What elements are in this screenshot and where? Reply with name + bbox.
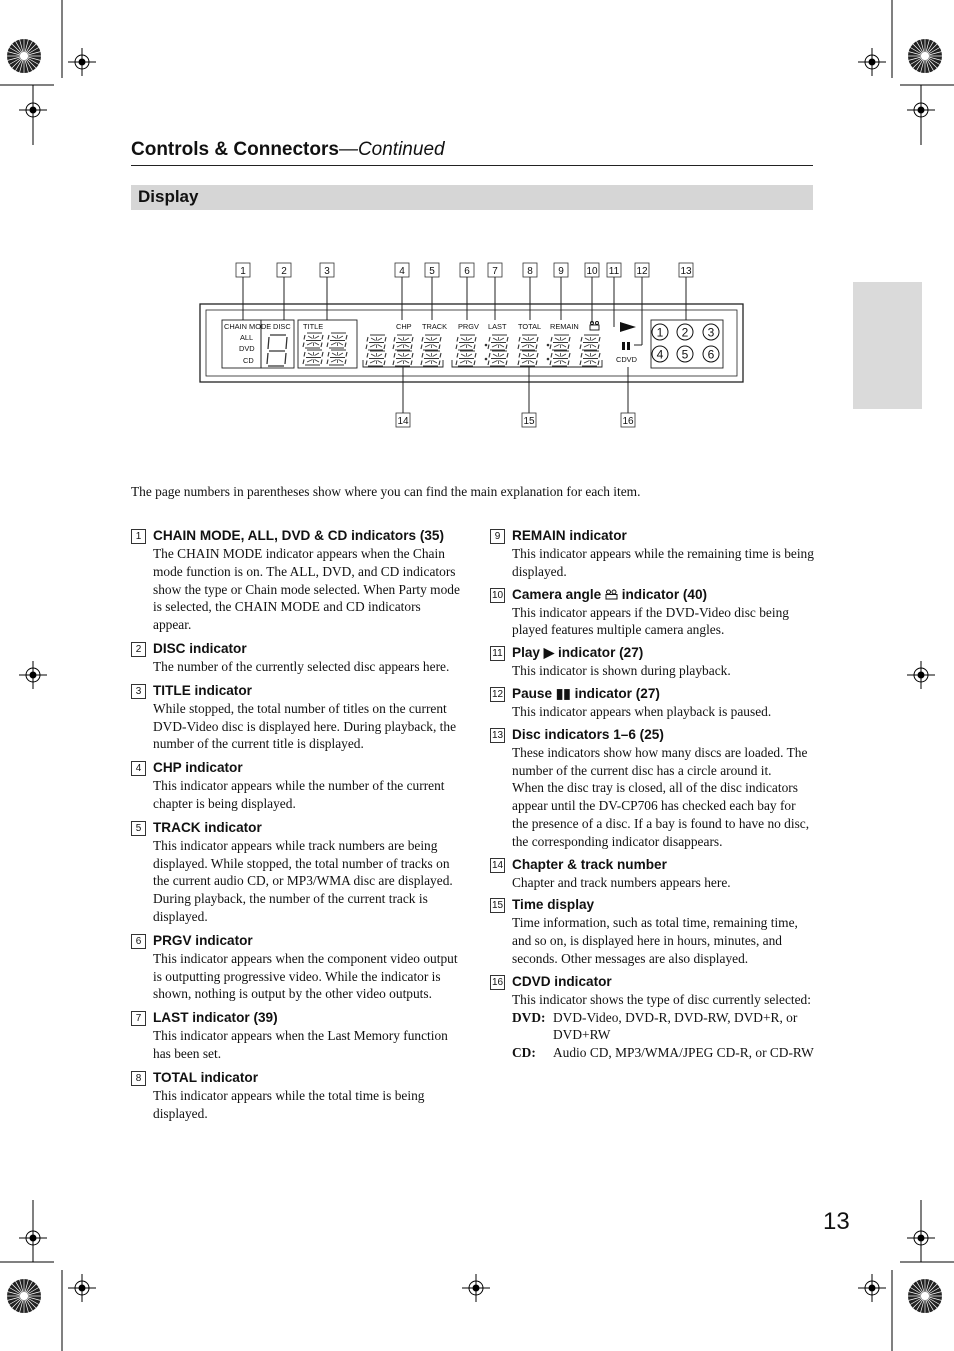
callout-2 — [277, 263, 291, 277]
segment-digit — [327, 333, 347, 348]
item-3 — [131, 682, 461, 753]
callout-4 — [395, 263, 409, 277]
disc-indicator-3 — [703, 324, 719, 340]
item-14 — [490, 856, 815, 892]
crosshair-mark — [858, 1274, 886, 1302]
disc-digit — [267, 335, 287, 366]
segment-digit — [580, 351, 600, 366]
item-number: 8 — [131, 1071, 146, 1086]
item-8 — [131, 1069, 461, 1123]
segment-digit — [456, 351, 476, 366]
svg-text:5: 5 — [681, 347, 689, 362]
item-description: This indicator appears when playback is paused. — [512, 703, 772, 719]
segment-digit — [393, 351, 413, 366]
disc-label: DISC — [273, 322, 291, 331]
display-diagram — [190, 255, 750, 435]
disc-indicator-1 — [652, 324, 668, 340]
page-header: Controls & Connectors—Continued — [131, 139, 445, 160]
item-number: 5 — [131, 821, 146, 836]
item-number: 16 — [491, 976, 504, 988]
crosshair-mark — [907, 96, 935, 124]
svg-text:8: 8 — [527, 266, 533, 277]
chp-label: CHP — [396, 322, 412, 331]
svg-text:4: 4 — [399, 266, 405, 277]
crosshair-mark — [19, 1224, 47, 1252]
item-16 — [490, 973, 815, 1062]
svg-text:11: 11 — [608, 266, 620, 277]
svg-text:9: 9 — [558, 266, 564, 277]
item-number: 4 — [131, 761, 146, 776]
svg-text:3: 3 — [324, 266, 330, 277]
item-description: Time information, such as total time, remaining time, and so on, is displayed here in hours, minutes, and seconds. Other messages are also displayed. — [512, 915, 798, 966]
item-title: Pause ▮▮ indicator (27) — [512, 685, 660, 701]
disc-type-row — [512, 1009, 815, 1045]
item-description: This indicator is shown during playback. — [512, 663, 731, 679]
callout-11 — [607, 263, 621, 277]
cd-label: CD — [243, 356, 254, 365]
segment-digit — [456, 335, 476, 350]
segment-digit — [421, 351, 441, 366]
item-number: 2 — [131, 642, 146, 657]
item-description: This indicator appears when the Last Memory function has been set. — [153, 1028, 448, 1061]
disc-indicator-4 — [652, 346, 668, 362]
crosshair-mark — [68, 48, 96, 76]
item-number: 1 — [131, 529, 146, 544]
segment-digit — [303, 350, 323, 365]
remain-label: REMAIN — [550, 322, 579, 331]
item-number: 3 — [131, 684, 146, 699]
item-1 — [131, 527, 461, 634]
item-6 — [131, 932, 461, 1003]
track-label: TRACK — [422, 322, 448, 331]
item-title: Chapter & track number — [512, 856, 667, 872]
item-title: CDVD indicator — [512, 973, 612, 989]
segment-digit — [366, 351, 386, 366]
svg-text:13: 13 — [680, 266, 692, 277]
starburst-mark — [908, 39, 942, 73]
callout-12 — [635, 263, 649, 277]
svg-text:7: 7 — [492, 266, 498, 277]
callout-7 — [488, 263, 502, 277]
segment-digit — [303, 333, 323, 348]
camera-angle-icon — [590, 322, 599, 331]
crosshair-mark — [907, 661, 935, 689]
svg-text:3: 3 — [707, 325, 715, 340]
crosshair-mark — [19, 96, 47, 124]
disc-type-def: Audio CD, MP3/WMA/JPEG CD-R, or CD-RW — [553, 1045, 814, 1061]
item-number: 12 — [491, 688, 504, 700]
item-title: REMAIN indicator — [512, 528, 627, 543]
total-label: TOTAL — [518, 322, 542, 331]
crosshair-mark — [68, 1274, 96, 1302]
item-description: This indicator appears while the remaining time is being displayed. — [512, 546, 814, 579]
segment-digit — [550, 351, 570, 366]
svg-text:2: 2 — [281, 266, 287, 277]
item-description: The CHAIN MODE indicator appears when the Chain mode function is on. The ALL, DVD, and CD indicators show the type or Chain mode selected. When Party mode is selected, the CHAIN MODE and CD indicators appear. — [153, 546, 460, 633]
segment-digit — [488, 335, 508, 350]
disc-type-row — [512, 1044, 815, 1062]
section-title: Display — [138, 187, 199, 206]
segment-digit — [518, 335, 538, 350]
disc-indicator-5 — [677, 346, 693, 362]
disc-type-term: DVD: — [512, 1009, 546, 1025]
segment-digit — [550, 335, 570, 350]
callout-8 — [523, 263, 537, 277]
item-title: Play ▶ indicator (27) — [512, 645, 644, 661]
play-icon — [620, 322, 636, 332]
item-2 — [131, 640, 461, 676]
section-band — [131, 185, 813, 210]
item-description-more: When the disc tray is closed, all of the disc indicators appear until the DV-CP706 has checked each bay for the presence of a disc. If a bay is found to have no disc, the corresponding indicator disappears. — [512, 780, 810, 849]
item-5 — [131, 819, 461, 926]
item-title: Camera angle indicator (40) — [512, 586, 708, 602]
disc-indicator-6 — [703, 346, 719, 362]
item-12 — [490, 685, 815, 721]
callout-13 — [679, 263, 693, 277]
item-9 — [490, 527, 815, 581]
crosshair-mark — [462, 1274, 490, 1302]
right-column — [490, 527, 815, 1067]
item-number: 15 — [491, 900, 504, 912]
item-description: This indicator shows the type of disc currently selected: — [512, 991, 811, 1007]
item-number: 11 — [490, 646, 505, 661]
svg-text:16: 16 — [622, 416, 634, 427]
item-number: 7 — [131, 1011, 146, 1026]
item-title: Disc indicators 1–6 (25) — [512, 726, 664, 742]
svg-text:1: 1 — [240, 266, 246, 277]
item-description: This indicator appears when the component video output is outputting progressive video. While the indicator is shown, nothing is output by the other video outputs. — [153, 950, 458, 1002]
item-description: This indicator appears if the DVD-Video disc being played features multiple camera angles. — [512, 604, 789, 638]
item-number: 9 — [490, 529, 505, 544]
item-10 — [490, 586, 815, 640]
all-label: ALL — [240, 333, 254, 342]
header-rule — [131, 165, 813, 166]
item-title: DISC indicator — [153, 640, 247, 656]
svg-text:12: 12 — [636, 266, 648, 277]
item-description: This indicator appears while the number of the current chapter is being displayed. — [153, 778, 445, 811]
item-11 — [490, 644, 815, 680]
segment-digit — [366, 335, 386, 350]
svg-text:5: 5 — [429, 266, 435, 277]
item-number: 6 — [131, 934, 146, 949]
item-title: TRACK indicator — [153, 819, 262, 835]
disc-type-def: DVD-Video, DVD-R, DVD-RW, DVD+R, or DVD+RW — [553, 1009, 798, 1043]
item-description: While stopped, the total number of titles on the current DVD-Video disc is displayed here. During playback, the number of the current title is displayed. — [153, 700, 457, 752]
item-number: 10 — [491, 589, 504, 601]
title-label: TITLE — [303, 322, 324, 331]
segment-digit — [421, 335, 441, 350]
item-title: TITLE indicator — [153, 682, 252, 698]
segment-digit — [327, 350, 347, 365]
svg-text:2: 2 — [681, 325, 689, 340]
item-description: These indicators show how many discs are loaded. The number of the current disc has a circle around it. — [512, 744, 808, 778]
camera-icon — [605, 587, 618, 602]
segment-digit — [393, 335, 413, 350]
item-4 — [131, 759, 461, 813]
item-title: Time display — [512, 897, 595, 913]
prgv-label: PRGV — [458, 322, 479, 331]
item-title: LAST indicator (39) — [153, 1010, 278, 1026]
chain-mode-label: CHAIN MODE — [224, 322, 272, 331]
item-number: 13 — [491, 729, 504, 741]
item-description: This indicator appears while track numbers are being displayed. While stopped, the total number of tracks on the current audio CD, or MP3/WMA disc are displayed. During playback, the number of the current track is displayed. — [153, 837, 453, 924]
item-number: 14 — [491, 859, 504, 871]
callout-5 — [425, 263, 439, 277]
crosshair-mark — [858, 48, 886, 76]
svg-text:14: 14 — [397, 416, 409, 427]
item-7 — [131, 1009, 461, 1063]
cdvd-label: CDVD — [616, 355, 637, 364]
item-title: PRGV indicator — [153, 932, 253, 948]
callout-3 — [320, 263, 334, 277]
segment-digit — [488, 351, 508, 366]
segment-digit — [580, 335, 600, 350]
svg-text:1: 1 — [656, 325, 664, 340]
side-tab — [853, 282, 922, 409]
item-15 — [490, 896, 815, 967]
svg-text:15: 15 — [523, 416, 535, 427]
svg-text:10: 10 — [586, 266, 598, 277]
pause-icon — [622, 342, 630, 350]
svg-text:6: 6 — [464, 266, 470, 277]
callout-6 — [460, 263, 474, 277]
intro-text: The page numbers in parentheses show where you can find the main explanation for each item. — [131, 484, 641, 499]
starburst-mark — [908, 1279, 942, 1313]
starburst-mark — [7, 1279, 41, 1313]
crosshair-mark — [19, 661, 47, 689]
callout-10 — [585, 263, 599, 277]
svg-text:6: 6 — [707, 347, 715, 362]
disc-indicator-2 — [677, 324, 693, 340]
item-title: CHAIN MODE, ALL, DVD & CD indicators (35) — [153, 528, 445, 543]
page-number: 13 — [823, 1208, 850, 1235]
dvd-label: DVD — [239, 344, 255, 353]
item-description: Chapter and track numbers appears here. — [512, 874, 731, 890]
item-title: TOTAL indicator — [153, 1069, 258, 1085]
svg-text:4: 4 — [656, 347, 664, 362]
segment-digit — [518, 351, 538, 366]
left-column — [131, 527, 461, 1128]
item-description: This indicator appears while the total time is being displayed. — [153, 1087, 425, 1121]
starburst-mark — [7, 39, 41, 73]
item-description: The number of the currently selected disc appears here. — [153, 658, 450, 674]
item-title: CHP indicator — [153, 760, 243, 776]
crosshair-mark — [907, 1224, 935, 1252]
callout-9 — [554, 263, 568, 277]
callout-1 — [236, 263, 250, 277]
item-13 — [490, 726, 815, 851]
disc-type-term: CD: — [512, 1045, 536, 1061]
last-label: LAST — [488, 322, 507, 331]
